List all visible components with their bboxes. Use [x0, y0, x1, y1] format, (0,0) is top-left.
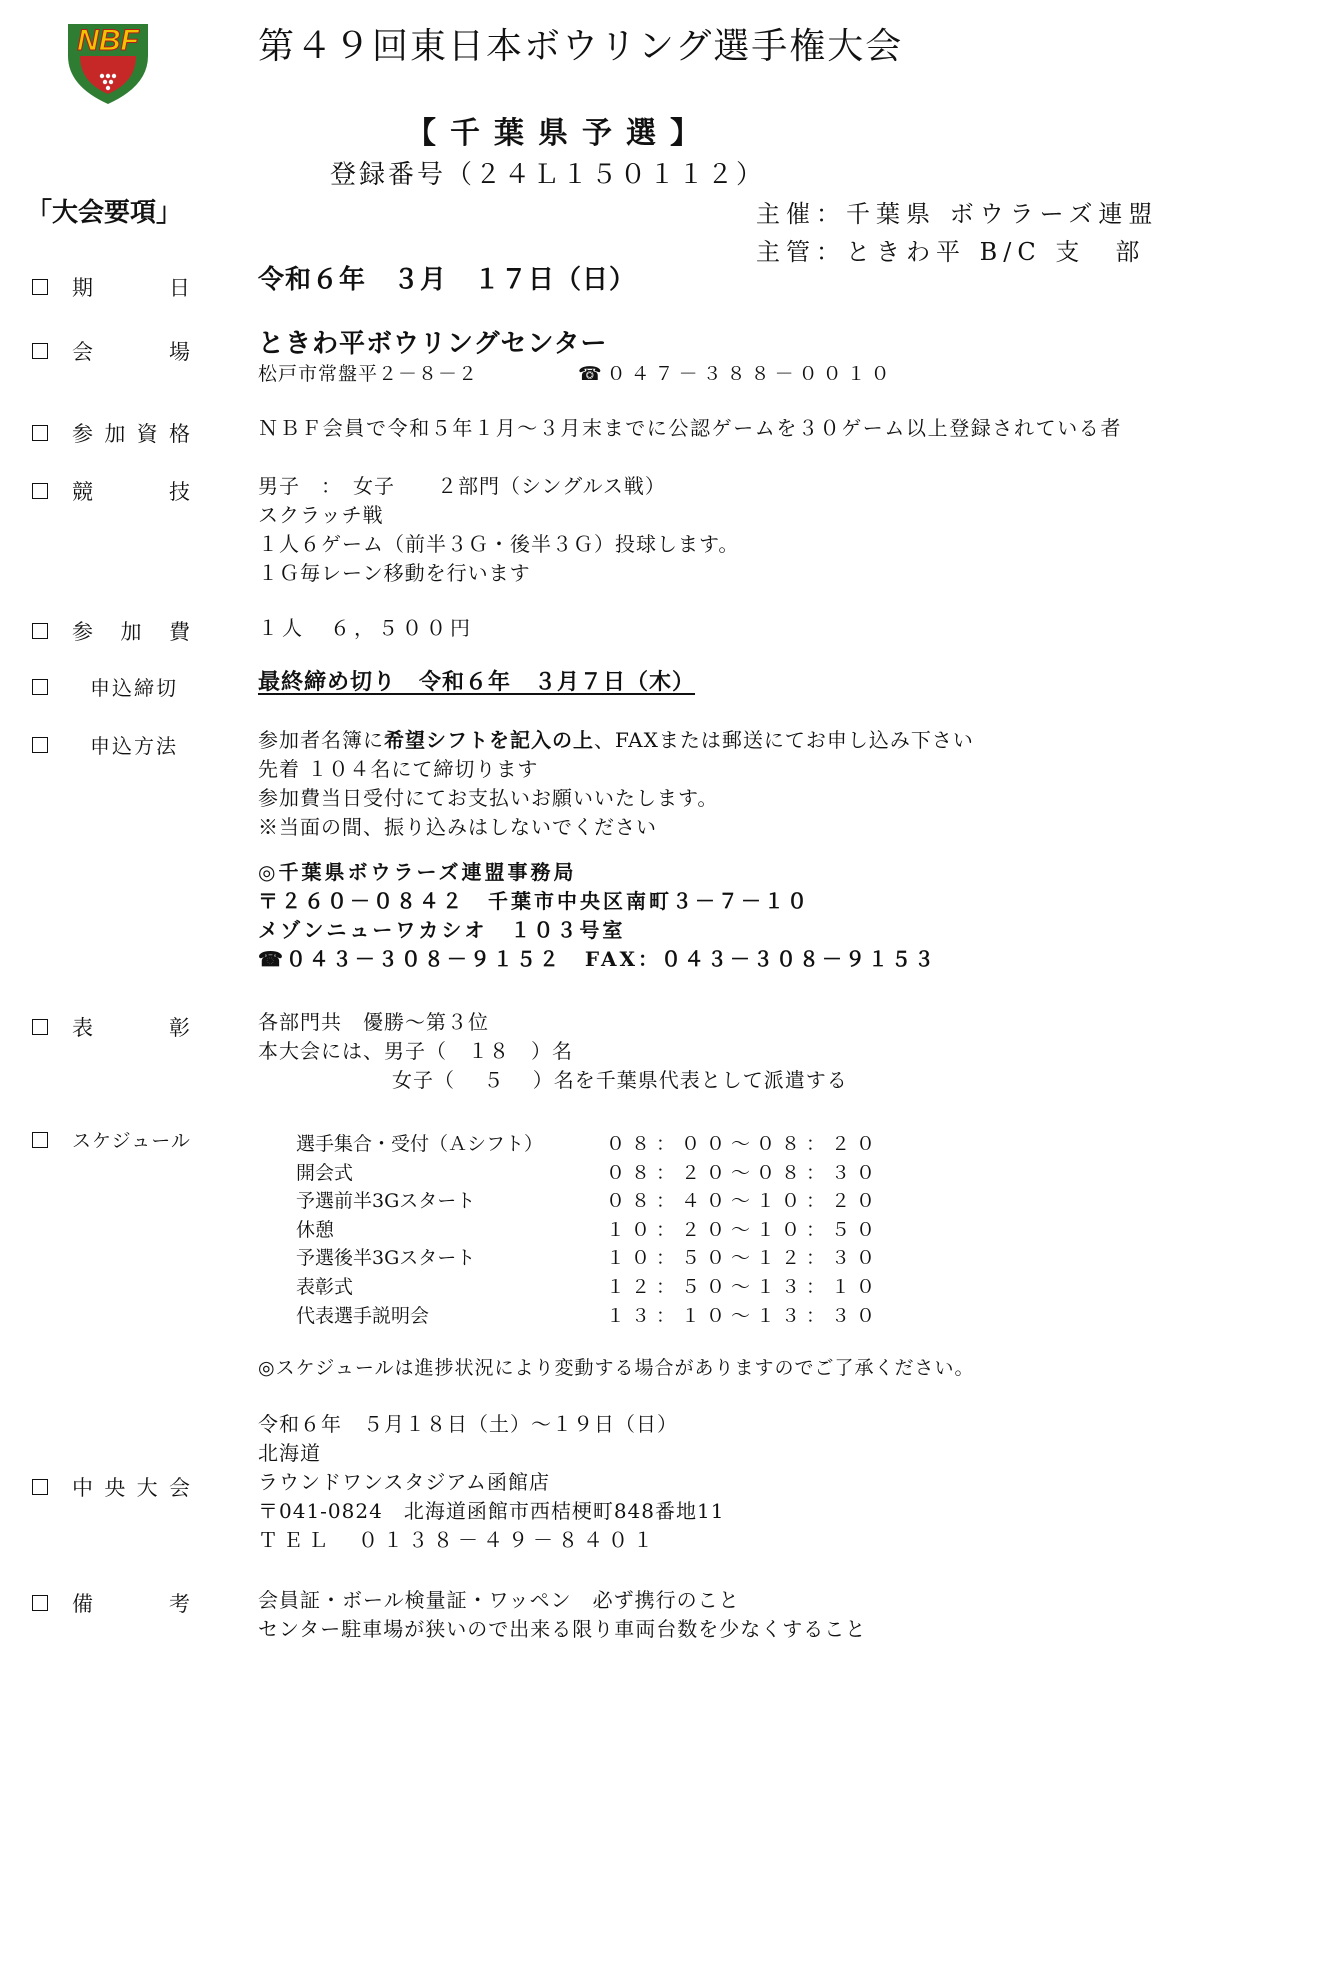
checkbox-icon: [32, 1019, 48, 1035]
schedule-row: 開会式 ０８：２０～０８：３０: [296, 1161, 882, 1184]
page-subtitle: 【千葉県予選】: [406, 116, 714, 151]
label-competition: 競 技: [32, 476, 190, 506]
label-eligibility: 参 加 資 格: [32, 418, 190, 448]
label-central: 中 央 大 会: [32, 1472, 190, 1502]
label-awards: 表 彰: [32, 1012, 190, 1042]
schedule-row: 休憩 １０：２０～１０：５０: [296, 1218, 882, 1241]
label-application: 申込方法: [32, 730, 178, 759]
label-date: 期 日: [32, 272, 190, 302]
checkbox-icon: [32, 679, 48, 695]
label-schedule: スケジュール: [32, 1126, 191, 1153]
schedule-row: 代表選手説明会 １３：１０～１３：３０: [296, 1304, 882, 1327]
checkbox-icon: [32, 623, 48, 639]
schedule-note: ◎スケジュールは進捗状況により変動する場合がありますのでご了承ください。: [258, 1357, 975, 1379]
venue-name: ときわ平ボウリングセンター: [258, 329, 608, 359]
organizer-line: 主管：ときわ平 B/C 支 部: [756, 238, 1146, 266]
label-deadline: 申込締切: [32, 672, 178, 701]
awards-details: 各部門共 優勝～第３位 本大会には、男子（ １８ ）名 女子（ ５ ）名を千葉県代表として派遣する: [258, 1010, 848, 1092]
checkbox-icon: [32, 483, 48, 499]
checkbox-icon: [32, 343, 48, 359]
eligibility-value: ＮＢＦ会員で令和５年１月～３月末までに公認ゲームを３０ゲーム以上登録されている者: [258, 416, 1122, 440]
label-remarks: 備 考: [32, 1588, 190, 1618]
fee-value: １人 ６，５００円: [258, 616, 474, 640]
schedule-table: [296, 1130, 881, 1330]
registration-number: 登録番号（２４Ｌ１５０１１２）: [330, 160, 766, 190]
label-fee: 参 加 費: [32, 616, 190, 646]
checkbox-icon: [32, 1479, 48, 1495]
checkbox-icon: [32, 1595, 48, 1611]
nbf-logo: [58, 10, 158, 106]
checkbox-icon: [32, 425, 48, 441]
venue-phone: ☎０４７－３８８－００１０: [578, 363, 895, 385]
date-value: 令和６年 ３月 １７日（日）: [258, 265, 637, 295]
label-venue: 会 場: [32, 336, 190, 366]
logo-text: NBF: [77, 24, 139, 57]
central-details: 令和６年 ５月１８日（土）～１９日（日） 北海道 ラウンドワンスタジアム函館店 〒041-0824 北海道函館市西桔梗町848番地11 ＴＥＬ ０１３８－４９－８４０１: [258, 1412, 725, 1552]
schedule-row: 選手集合・受付（Ａシフト） ０８：００～０８：２０: [296, 1133, 882, 1155]
checkbox-icon: [32, 279, 48, 295]
office-details: ◎千葉県ボウラーズ連盟事務局 〒２６０－０８４２ 千葉市中央区南町３－７－１０ メゾンニューワカシオ １０３号室 ☎０４３－３０８－９１５２ FAX：０４３－３０８－９１５３: [258, 860, 937, 971]
application-details: 参加者名簿に希望シフトを記入の上、FAXまたは郵送にてお申し込み下さい 先着 １０４名にて締切ります 参加費当日受付にてお支払いお願いいたします。 ※当面の間、振り込みはしないでください: [258, 728, 974, 839]
phone-icon: ☎: [578, 363, 607, 385]
checkbox-icon: [32, 1132, 48, 1148]
phone-icon: ☎: [258, 947, 286, 971]
host-line: 主催：千葉県 ボウラーズ連盟: [756, 200, 1159, 228]
remarks-details: 会員証・ボール検量証・ワッペン 必ず携行のこと センター駐車場が狭いので出来る限り車両台数を少なくすること: [258, 1588, 867, 1641]
venue-address: 松戸市常盤平２－８－２: [258, 363, 479, 385]
checkbox-icon: [32, 737, 48, 753]
section-heading: 「大会要項」: [26, 198, 183, 228]
schedule-row: 予選後半3Gスタート １０：５０～１２：３０: [296, 1247, 882, 1270]
deadline-value: 最終締め切り 令和６年 ３月７日（木）: [258, 669, 696, 695]
competition-details: 男子 ： 女子 ２部門（シングルス戦） スクラッチ戦 １人６ゲーム（前半３Ｇ・後半３Ｇ）投球します。 １Ｇ毎レーン移動を行います: [258, 474, 740, 585]
page-title: 第４９回東日本ボウリング選手権大会: [258, 26, 904, 67]
schedule-row: 予選前半3Gスタート ０８：４０～１０：２０: [296, 1190, 882, 1213]
schedule-row: 表彰式 １２：５０～１３：１０: [296, 1275, 882, 1298]
